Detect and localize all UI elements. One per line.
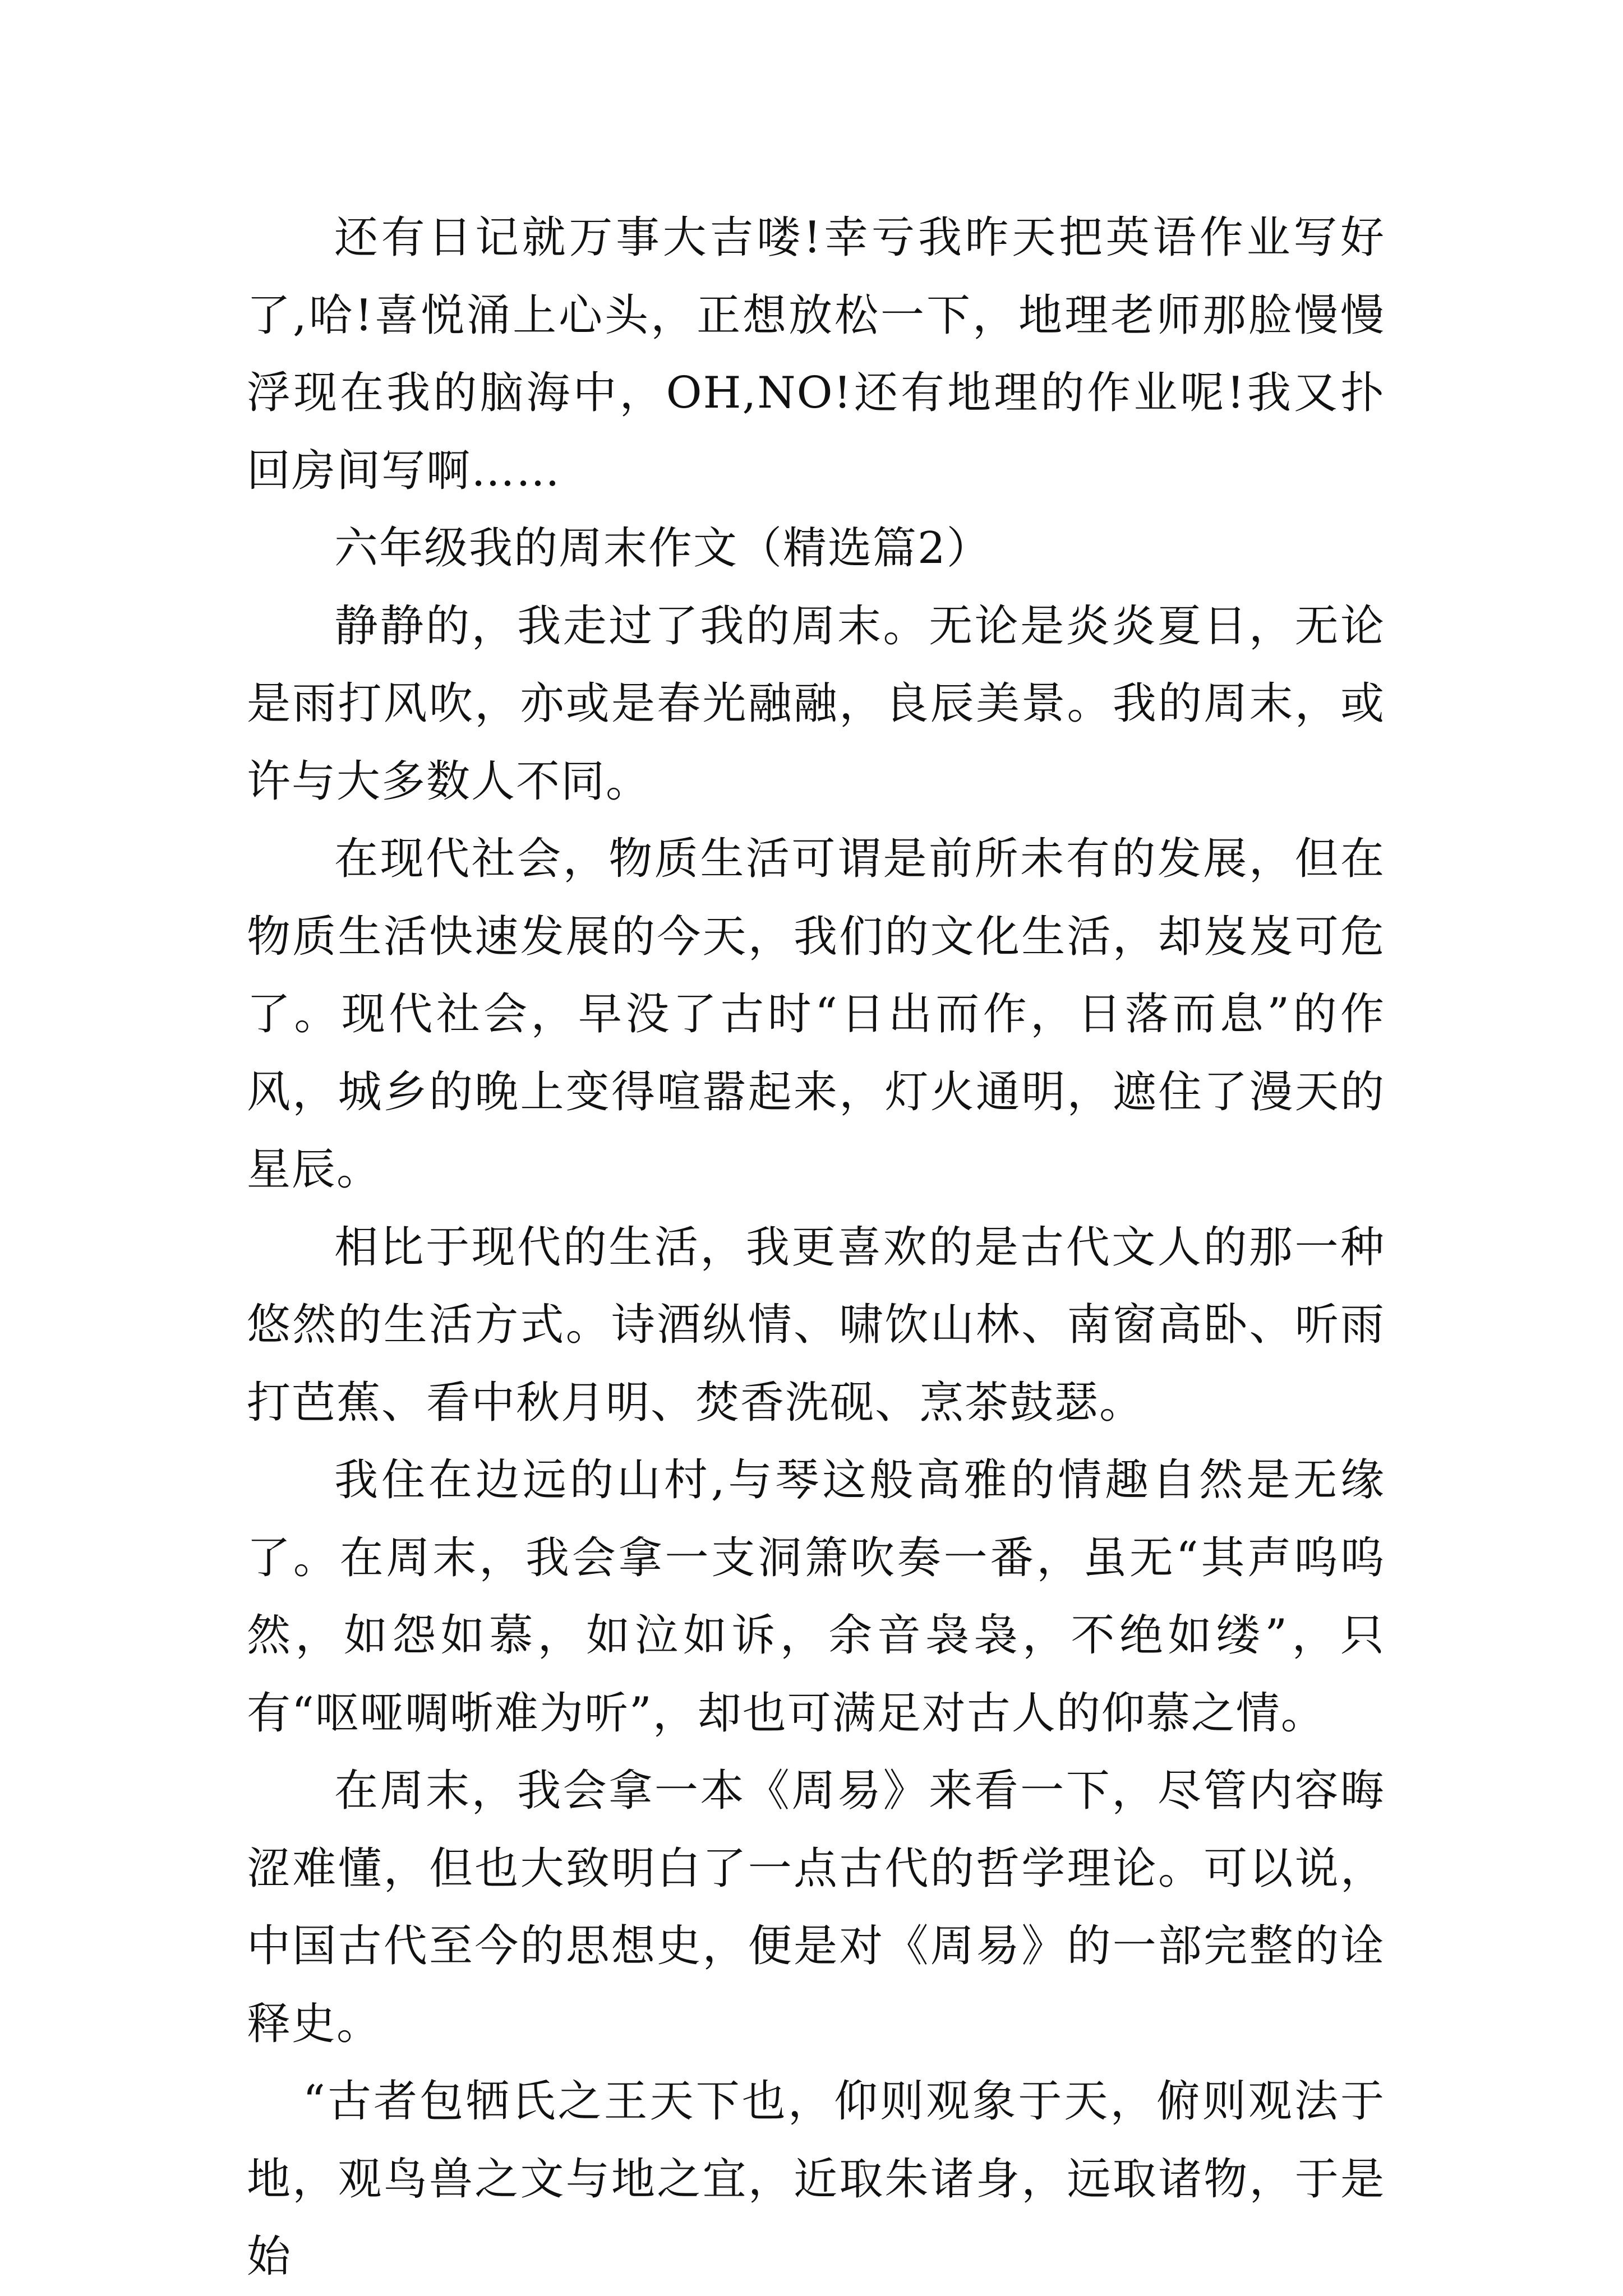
paragraph-zhouyi: 在周末，我会拿一本《周易》来看一下，尽管内容晦涩难懂，但也大致明白了一点古代的哲学理论。可以说，中国古代至今的思想史，便是对《周易》的一部完整的诠释史。 [247, 1766, 1385, 2049]
paragraph-modern-society: 在现代社会，物质生活可谓是前所未有的发展，但在物质生活快速发展的今天，我们的文化生活，却岌岌可危了。现代社会，早没了古时“日出而作，日落而息”的作风，城乡的晚上变得喧嚣起来，灯火通明，遮住了漫天的星辰。 [247, 834, 1385, 1195]
paragraph-quote: “古者包牺氏之王天下也，仰则观象于天，俯则观法于地，观鸟兽之文与地之宜，近取朱诸身，远取诸物，于是始 [247, 2076, 1385, 2282]
paragraph-diary: 还有日记就万事大吉喽!幸亏我昨天把英语作业写好了,哈!喜悦涌上心头，正想放松一下，地理老师那脸慢慢浮现在我的脑海中，OH,NO!还有地理的作业呢!我又扑回房间写啊…… [247, 212, 1385, 496]
document-body [247, 199, 1385, 2296]
paragraph-flute: 我住在边远的山村,与琴这般高雅的情趣自然是无缘了。在周末，我会拿一支洞箫吹奏一番，虽无“其声呜呜然，如怨如慕，如泣如诉，余音袅袅，不绝如缕”，只有“呕哑啁哳难为听”，却也可满足对古人的仰慕之情。 [247, 1455, 1385, 1739]
paragraph-ancient-lifestyle: 相比于现代的生活，我更喜欢的是古代文人的那一种悠然的生活方式。诗酒纵情、啸饮山林、南窗高卧、听雨打芭蕉、看中秋月明、焚香洗砚、烹茶鼓瑟。 [247, 1222, 1385, 1428]
paragraph-weekend-intro: 静静的，我走过了我的周末。无论是炎炎夏日，无论是雨打风吹，亦或是春光融融，良辰美景。我的周末，或许与大多数人不同。 [247, 600, 1385, 807]
essay-heading: 六年级我的周末作文（精选篇2） [334, 523, 992, 574]
